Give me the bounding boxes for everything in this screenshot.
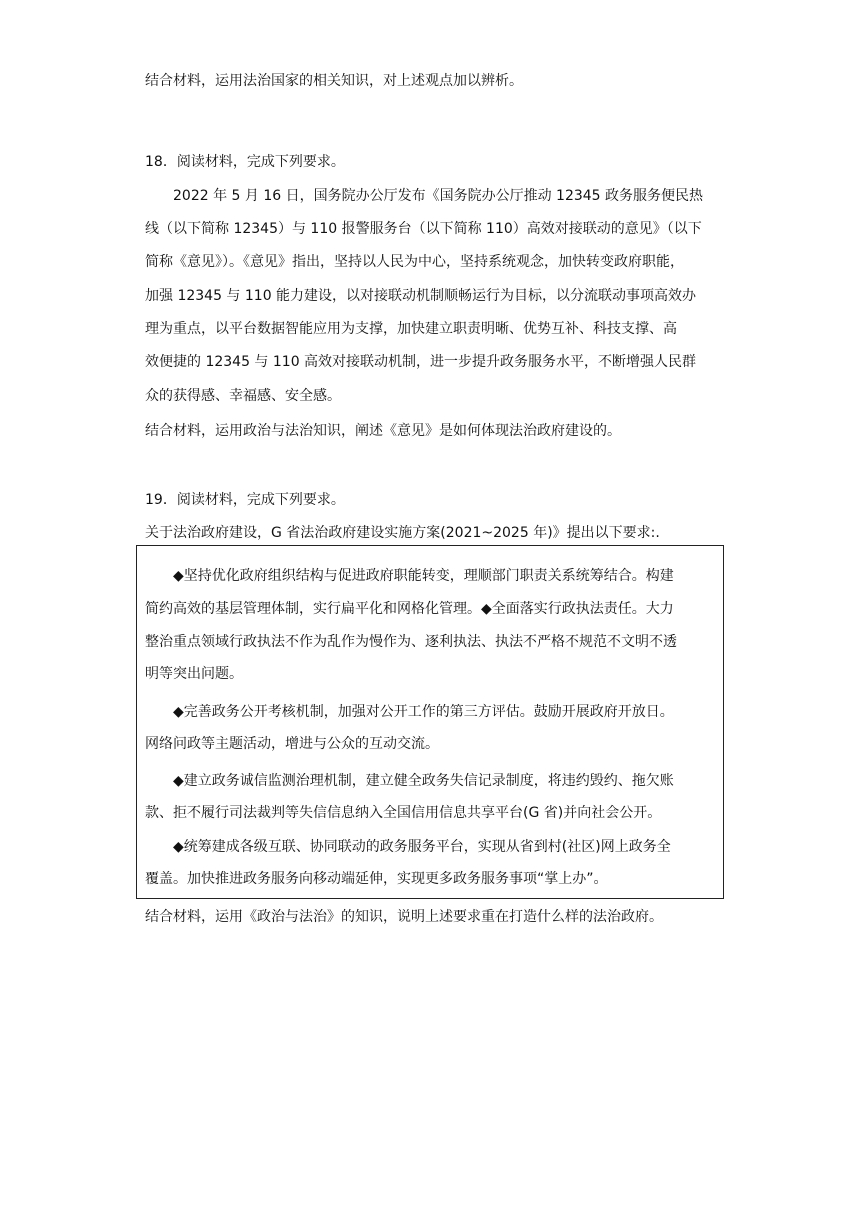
- q18-material-line: 线（以下简称 12345）与 110 报警服务台（以下简称 110）高效对接联动的意见》（以下: [145, 221, 702, 237]
- q19-box-line: ◆建立政务诚信监测治理机制，建立健全政务失信记录制度，将违约毁约、拖欠账: [173, 773, 674, 789]
- q19-intro: 关于法治政府建设，G 省法治政府建设实施方案(2021~2025 年)》提出以下要求:.: [145, 525, 660, 541]
- q18-material-line: 众的获得感、幸福感、安全感。: [145, 388, 341, 404]
- q19-box-line: 简约高效的基层管理体制，实行扁平化和网格化管理。◆全面落实行政执法责任。大力: [145, 601, 674, 617]
- q19-box-line: ◆完善政务公开考核机制，加强对公开工作的第三方评估。鼓励开展政府开放日。: [173, 704, 674, 720]
- q19-box-line: ◆坚持优化政府组织结构与促进政府职能转变，理顺部门职责关系统筹结合。构建: [173, 568, 674, 584]
- q18-material-line: 简称《意见》）。《意见》指出，坚持以人民为中心，坚持系统观念，加快转变政府职能，: [145, 254, 684, 270]
- q19-box-line: 款、拒不履行司法裁判等失信信息纳入全国信用信息共享平台(G 省)并向社会公开。: [145, 805, 662, 821]
- q19-instruction: 结合材料，运用《政治与法治》的知识，说明上述要求重在打造什么样的法治政府。: [145, 909, 663, 925]
- q19-box-line: 整治重点领域行政执法不作为乱作为慢作为、逐利执法、执法不严格不规范不文明不透: [145, 634, 677, 650]
- q18-material-line: 2022 年 5 月 16 日，国务院办公厅发布《国务院办公厅推动 12345 政务服务便民热: [173, 188, 704, 204]
- q19-box-line: ◆统筹建成各级互联、协同联动的政务服务平台，实现从省到村(社区)网上政务全: [173, 839, 671, 855]
- q19-box-line: 明等突出问题。: [145, 666, 243, 682]
- q17-instruction: 结合材料，运用法治国家的相关知识，对上述观点加以辨析。: [145, 73, 523, 89]
- q19-box-line: 网络问政等主题活动，增进与公众的互动交流。: [145, 736, 439, 752]
- q18-heading: 18．阅读材料，完成下列要求。: [145, 154, 345, 170]
- q18-material-line: 效便捷的 12345 与 110 高效对接联动机制，进一步提升政务服务水平，不断增强人民群: [145, 354, 697, 370]
- q19-box-line: 覆盖。加快推进政务服务向移动端延伸，实现更多政务服务事项“掌上办”。: [145, 871, 608, 887]
- q18-material-line: 加强 12345 与 110 能力建设，以对接联动机制顺畅运行为目标，以分流联动事项高效办: [145, 288, 697, 304]
- q18-material-line: 理为重点，以平台数据智能应用为支撑，加快建立职责明晰、优势互补、科技支撑、高: [145, 321, 677, 337]
- q19-material-box: [136, 545, 724, 899]
- q19-heading: 19．阅读材料，完成下列要求。: [145, 492, 345, 508]
- q18-instruction: 结合材料，运用政治与法治知识，阐述《意见》是如何体现法治政府建设的。: [145, 423, 621, 439]
